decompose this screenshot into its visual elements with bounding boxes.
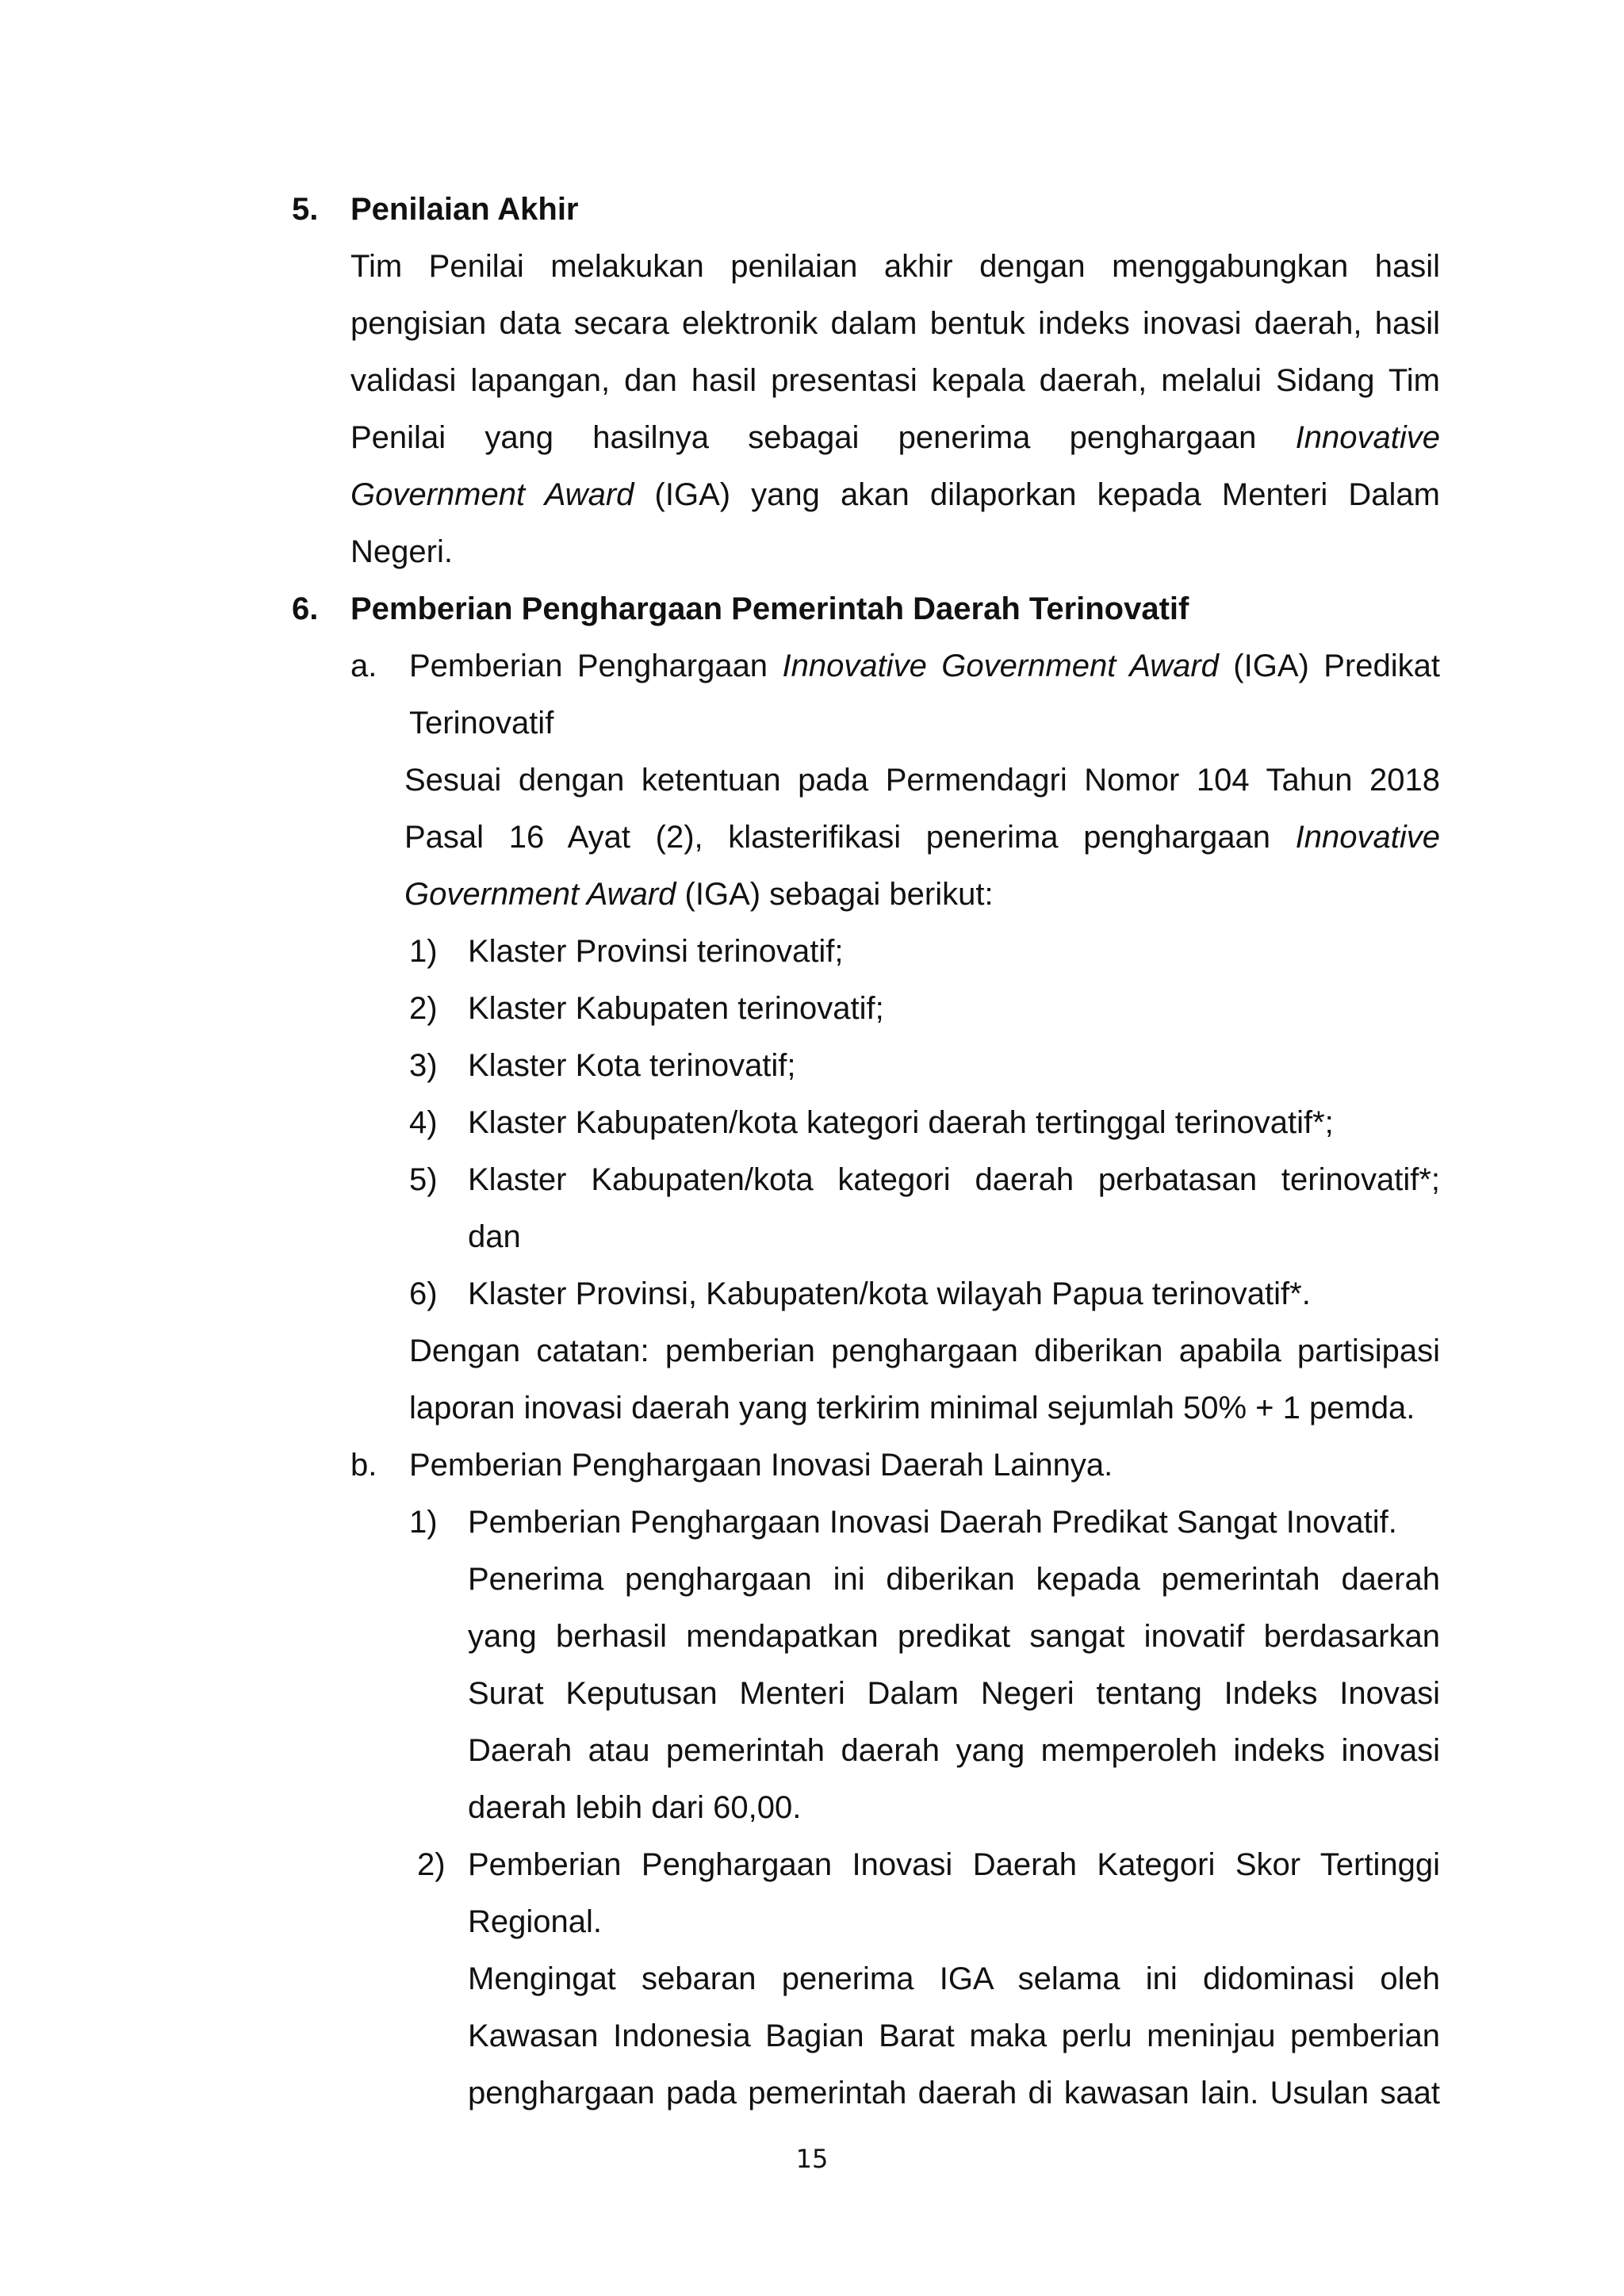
paragraph-line: Surat Keputusan Menteri Dalam Negeri tentang Indeks Inovasi <box>468 1676 1440 1711</box>
paragraph-line: Tim Penilai melakukan penilaian akhir dengan menggabungkan hasil <box>350 249 1440 284</box>
list-number: 5) <box>409 1162 438 1197</box>
paragraph-line: Pasal 16 Ayat (2), klasterifikasi penerima penghargaan Innovative <box>404 820 1440 855</box>
list-item: Klaster Kota terinovatif; <box>468 1048 796 1083</box>
section-number: 5. <box>292 192 319 227</box>
note-line: laporan inovasi daerah yang terkirim minimal sejumlah 50% + 1 pemda. <box>409 1391 1415 1425</box>
list-number: 1) <box>409 934 438 969</box>
section-title: Penilaian Akhir <box>350 192 579 227</box>
list-number: 6) <box>409 1276 438 1311</box>
paragraph-line: yang berhasil mendapatkan predikat sangat inovatif berdasarkan <box>468 1619 1440 1654</box>
paragraph-line: Penerima penghargaan ini diberikan kepada pemerintah daerah <box>468 1562 1440 1597</box>
list-number: 2) <box>409 991 438 1026</box>
list-number: 3) <box>409 1048 438 1083</box>
page-number: 15 <box>795 2144 829 2174</box>
paragraph-line: daerah lebih dari 60,00. <box>468 1790 802 1825</box>
list-item-title: Regional. <box>468 1904 603 1939</box>
list-item-title: Pemberian Penghargaan Inovasi Daerah Predikat Sangat Inovatif. <box>468 1505 1397 1540</box>
paragraph-line: Kawasan Indonesia Bagian Barat maka perlu meninjau pemberian <box>468 2019 1440 2053</box>
list-item-title: Pemberian Penghargaan Inovasi Daerah Kategori Skor Tertinggi <box>468 1847 1440 1882</box>
paragraph-line: validasi lapangan, dan hasil presentasi kepala daerah, melalui Sidang Tim <box>350 363 1440 398</box>
paragraph-line: Penilai yang hasilnya sebagai penerima penghargaan Innovative <box>350 420 1441 455</box>
paragraph-line: Government Award (IGA) sebagai berikut: <box>404 877 994 912</box>
list-item: Klaster Kabupaten terinovatif; <box>468 991 884 1026</box>
list-number: 4) <box>409 1105 438 1140</box>
list-number: 1) <box>409 1505 438 1540</box>
list-item: Klaster Kabupaten/kota kategori daerah tertinggal terinovatif*; <box>468 1105 1334 1140</box>
paragraph-line: Daerah atau pemerintah daerah yang memperoleh indeks inovasi <box>468 1733 1440 1768</box>
paragraph-line: pengisian data secara elektronik dalam bentuk indeks inovasi daerah, hasil <box>350 306 1440 341</box>
list-item: Klaster Kabupaten/kota kategori daerah perbatasan terinovatif*; <box>468 1162 1440 1197</box>
subsection-heading: Pemberian Penghargaan Inovasi Daerah Lainnya. <box>409 1448 1113 1483</box>
section-number: 6. <box>292 591 319 626</box>
subsection-letter: a. <box>350 649 377 683</box>
paragraph-line: Sesuai dengan ketentuan pada Permendagri Nomor 104 Tahun 2018 <box>404 763 1440 798</box>
paragraph-line: penghargaan pada pemerintah daerah di kawasan lain. Usulan saat <box>468 2076 1440 2110</box>
subsection-heading: Pemberian Penghargaan Innovative Government Award (IGA) Predikat <box>409 649 1440 683</box>
subsection-heading: Terinovatif <box>409 706 554 740</box>
paragraph-line: Negeri. <box>350 534 453 569</box>
list-number: 2) <box>417 1847 446 1882</box>
subsection-letter: b. <box>350 1448 377 1483</box>
paragraph-line: Mengingat sebaran penerima IGA selama ini didominasi oleh <box>468 1961 1440 1996</box>
list-item: Klaster Provinsi, Kabupaten/kota wilayah Papua terinovatif*. <box>468 1276 1311 1311</box>
list-item-continuation: dan <box>468 1219 521 1254</box>
list-item: Klaster Provinsi terinovatif; <box>468 934 844 969</box>
section-title: Pemberian Penghargaan Pemerintah Daerah Terinovatif <box>350 591 1189 626</box>
paragraph-line: Government Award (IGA) yang akan dilaporkan kepada Menteri Dalam <box>350 477 1440 512</box>
note-line: Dengan catatan: pemberian penghargaan diberikan apabila partisipasi <box>409 1334 1440 1368</box>
